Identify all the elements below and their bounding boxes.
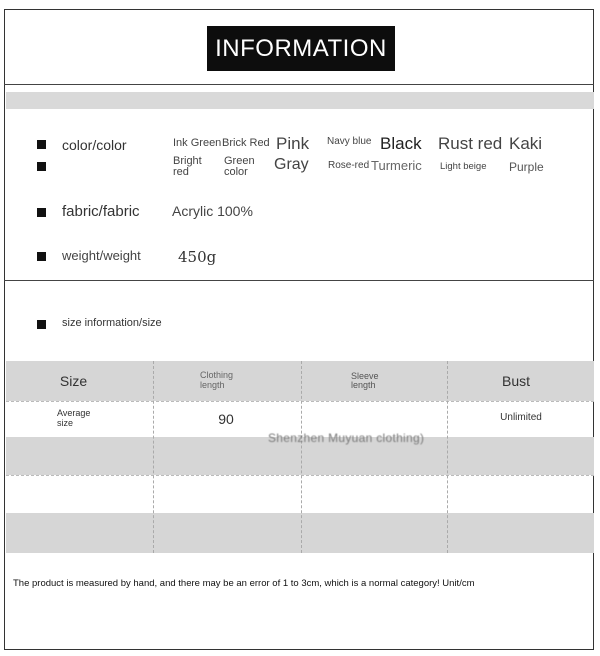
color-option: Kaki xyxy=(509,134,543,153)
weight-value: 450g xyxy=(178,248,217,266)
color-option: Light beige xyxy=(440,161,487,172)
bullet-icon xyxy=(37,140,46,149)
size-info-label: size information/size xyxy=(62,317,162,329)
watermark: Shenzhen Muyuan clothing) xyxy=(268,431,425,445)
divider xyxy=(447,361,448,553)
header-band xyxy=(6,92,594,109)
bullet-icon xyxy=(37,320,46,329)
bullet-icon xyxy=(37,162,46,171)
measurement-note: The product is measured by hand, and there may be an error of 1 to 3cm, which is a normal category! Unit/cm xyxy=(13,578,475,589)
bullet-icon xyxy=(37,208,46,217)
divider xyxy=(4,280,594,281)
table-row xyxy=(6,513,594,553)
color-option: Brick Red xyxy=(222,137,270,149)
color-option: Green color xyxy=(224,155,255,178)
table-header: Bust xyxy=(501,373,530,389)
color-option: Bright red xyxy=(173,155,202,178)
color-option: Black xyxy=(380,134,422,153)
color-option: Purple xyxy=(509,160,544,174)
color-label: color/color xyxy=(62,137,127,153)
table-cell: 90 xyxy=(218,411,234,427)
table-header: Clothing length xyxy=(200,370,234,390)
color-option: Rust red xyxy=(438,134,503,153)
color-option: Pink xyxy=(276,134,310,153)
table-header: Sleeve length xyxy=(351,371,379,390)
color-option: Turmeric xyxy=(371,158,422,173)
color-option: Navy blue xyxy=(327,136,372,147)
table-header: Size xyxy=(59,373,88,389)
fabric-value: Acrylic 100% xyxy=(172,203,253,219)
table-row xyxy=(6,475,594,513)
color-option: Gray xyxy=(274,156,309,173)
weight-label: weight/weight xyxy=(62,248,141,263)
divider xyxy=(301,361,302,553)
color-option: Rose-red xyxy=(328,160,370,171)
divider xyxy=(153,361,154,553)
table-cell: Unlimited xyxy=(500,412,542,423)
fabric-label: fabric/fabric xyxy=(62,203,140,220)
color-option: Ink Green xyxy=(173,137,222,149)
bullet-icon xyxy=(37,252,46,261)
table-cell: Average size xyxy=(57,408,91,428)
divider xyxy=(4,84,594,85)
page-title: INFORMATION xyxy=(207,26,395,71)
